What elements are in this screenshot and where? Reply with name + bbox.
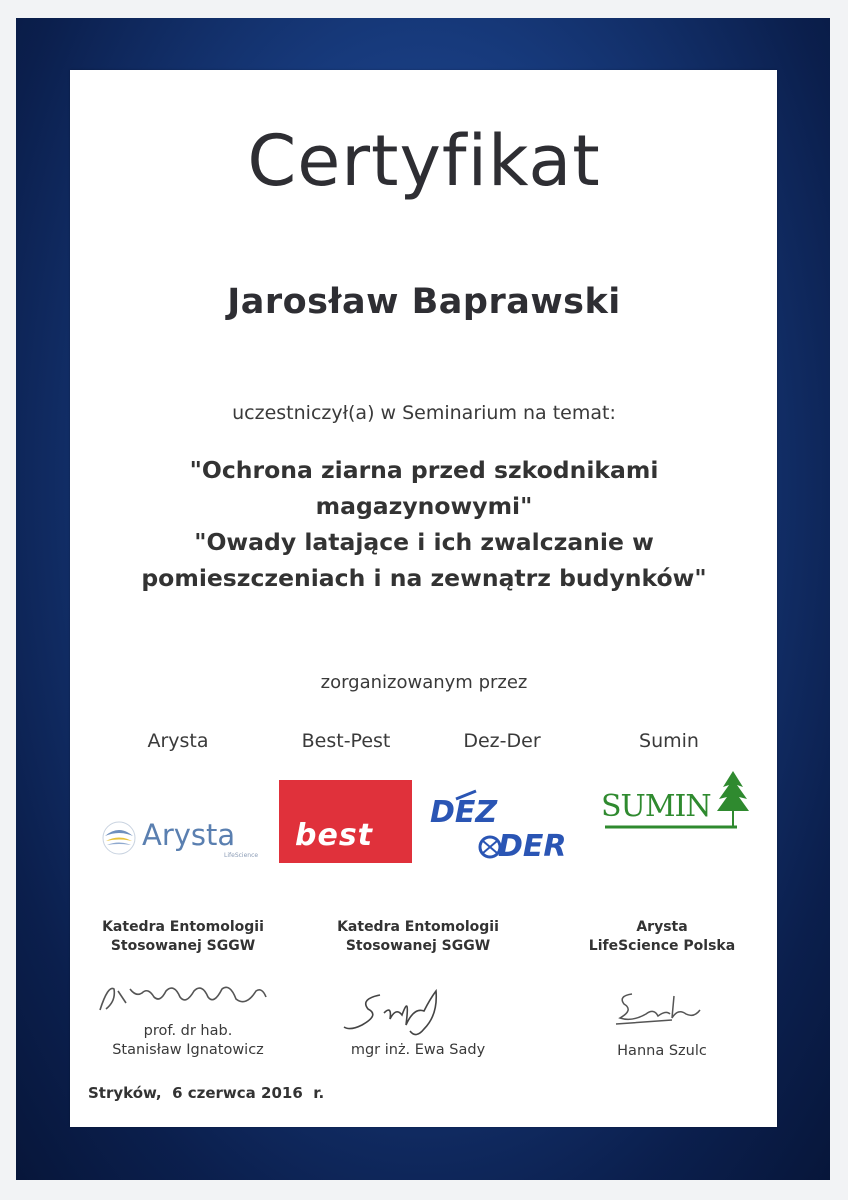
participation-text: uczestniczył(a) w Seminarium na temat: (232, 402, 616, 424)
arysta-logo-text: Arysta (142, 818, 236, 852)
organizer-name-arysta: Arysta (147, 730, 209, 752)
best-pest-logo (279, 780, 412, 863)
department-1 (78, 918, 288, 956)
organizer-name-dez-der: Dez-Der (463, 730, 541, 752)
department-2 (313, 918, 523, 956)
department-3 (557, 918, 767, 956)
signatory-line: Stanisław Ignatowicz (112, 1042, 264, 1058)
dez-der-logo (428, 785, 578, 865)
signature-ignatowicz (96, 975, 276, 1020)
place-and-date: Stryków, 6 czerwca 2016 r. (88, 1084, 325, 1102)
der-logo-text: DER (498, 829, 567, 864)
signatory-3 (552, 1042, 772, 1061)
topic-line: magazynowymi" (315, 492, 533, 520)
arysta-logo-subtext: LifeScience (224, 852, 259, 859)
best-logo-text: best (295, 818, 374, 853)
certificate-paper (70, 70, 777, 1127)
signatory-line: Hanna Szulc (617, 1043, 707, 1059)
department-line: Arysta (636, 919, 688, 935)
seminar-topics (60, 452, 788, 596)
topic-line: "Ochrona ziarna przed szkodnikami (189, 456, 659, 484)
department-line: Katedra Entomologii (337, 919, 499, 935)
signature-szulc (612, 988, 702, 1028)
organizer-name-sumin: Sumin (639, 730, 699, 752)
arysta-logo (100, 812, 260, 862)
signatory-line: prof. dr hab. (143, 1023, 233, 1039)
recipient-name: Jarosław Baprawski (227, 282, 621, 322)
topic-line: "Owady latające i ich zwalczanie w (194, 528, 654, 556)
organizer-name-best-pest: Best-Pest (301, 730, 391, 752)
dez-logo-text: DEZ (430, 795, 498, 830)
sumin-logo (597, 765, 757, 840)
department-line: Stosowanej SGGW (110, 938, 256, 954)
signatory-1 (78, 1022, 298, 1060)
sumin-logo-text: SUMIN (601, 789, 711, 824)
signatory-line: mgr inż. Ewa Sady (350, 1042, 486, 1058)
department-line: Katedra Entomologii (102, 919, 264, 935)
certificate-title: Certyfikat (247, 120, 601, 202)
signature-sady (340, 985, 460, 1045)
sumin-tree-icon (597, 765, 757, 840)
department-line: Stosowanej SGGW (345, 938, 491, 954)
topic-line: pomieszczeniach i na zewnątrz budynków" (141, 564, 707, 592)
department-line: LifeScience Polska (588, 938, 736, 954)
organized-by-text: zorganizowanym przez (320, 672, 528, 693)
signatory-2 (308, 1041, 528, 1060)
